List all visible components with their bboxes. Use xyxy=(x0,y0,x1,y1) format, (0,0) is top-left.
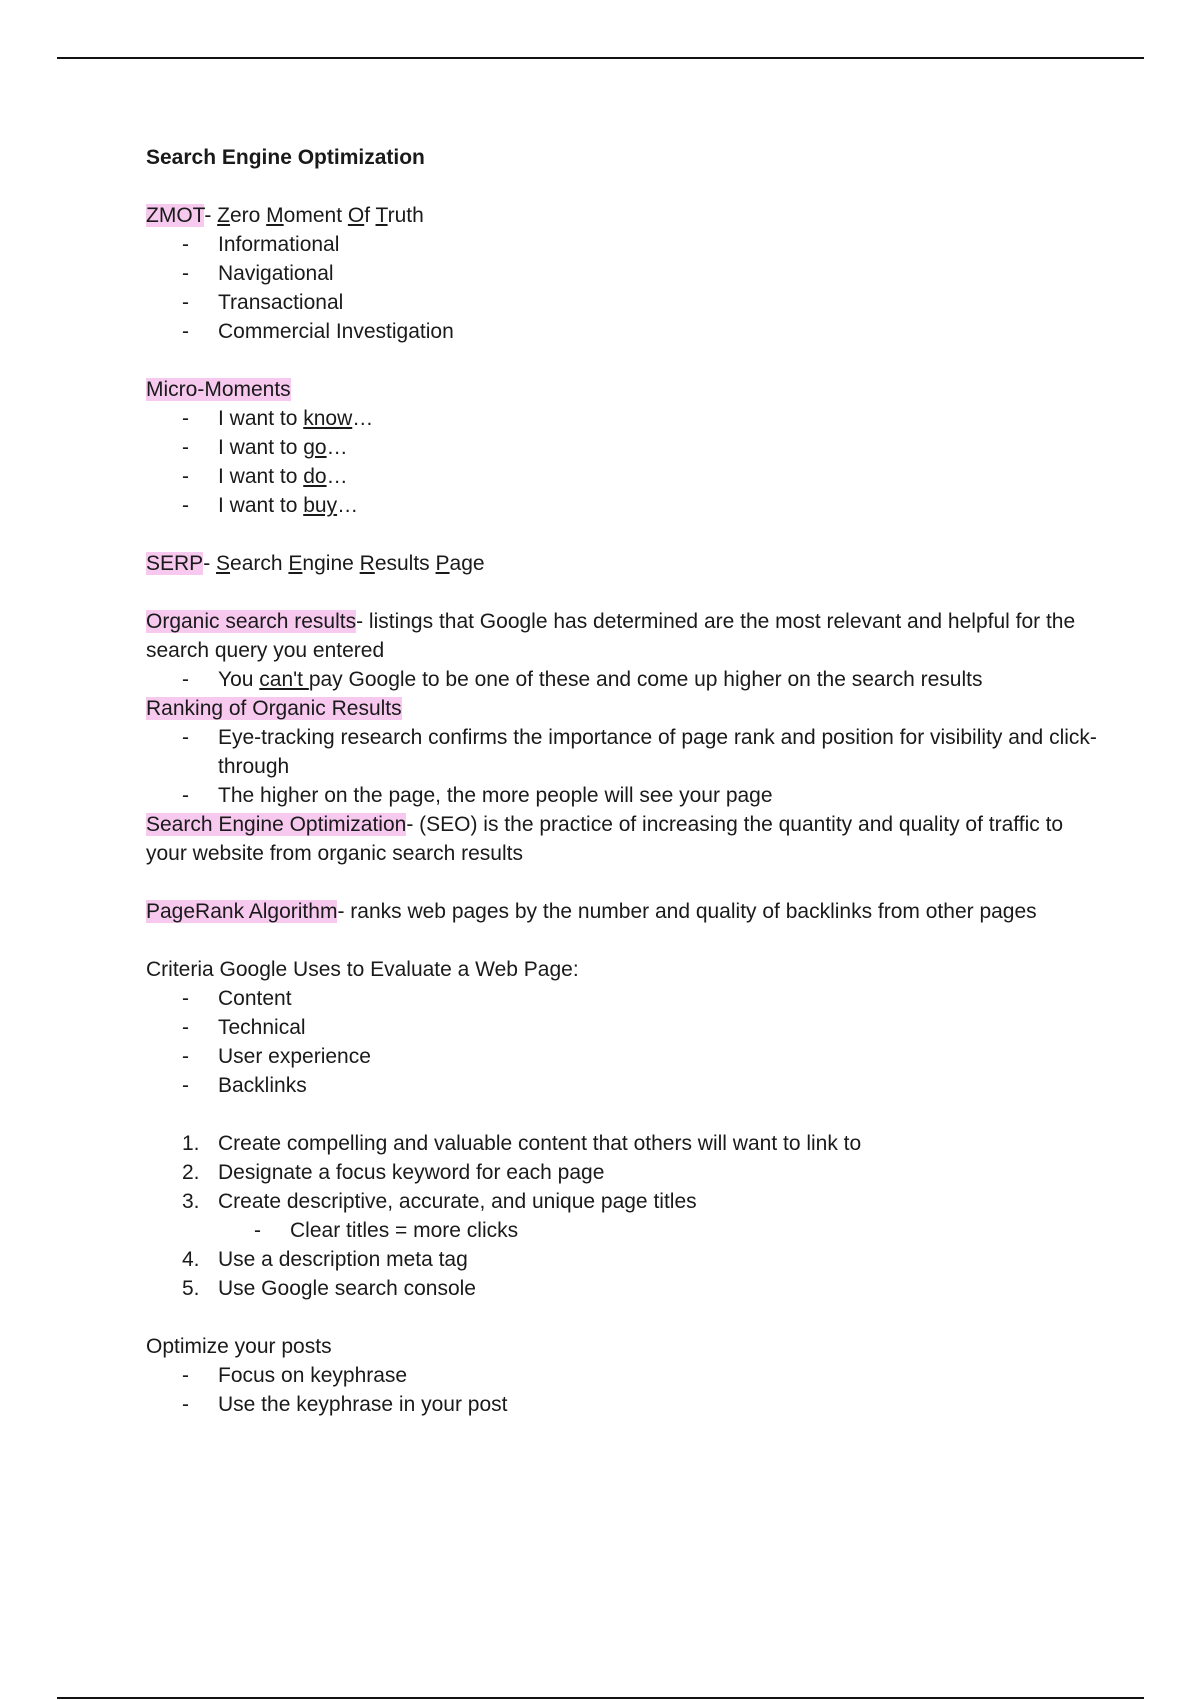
seo-term: Search Engine Optimization xyxy=(146,813,407,836)
micro-moments-heading xyxy=(146,375,1106,404)
list-item: 4. Use a description meta tag xyxy=(182,1248,468,1271)
header-rule xyxy=(57,57,1144,59)
steps-sub-list xyxy=(218,1216,1106,1245)
list-item: - I want to do… xyxy=(182,465,348,488)
optimize-list xyxy=(146,1361,1106,1419)
organic-term: Organic search results xyxy=(146,610,357,633)
page-title: Search Engine Optimization xyxy=(146,146,425,169)
list-item: 1. Create compelling and valuable content that others will want to link to xyxy=(182,1132,862,1155)
serp-term: SERP xyxy=(146,552,204,575)
optimize-heading: Optimize your posts xyxy=(146,1335,332,1358)
criteria-heading: Criteria Google Uses to Evaluate a Web Page: xyxy=(146,958,579,981)
list-item: - I want to go… xyxy=(182,436,348,459)
zmot-definition: ZMOT- Zero Moment Of Truth xyxy=(146,204,424,227)
ranking-heading xyxy=(146,694,1106,723)
list-item: - Backlinks xyxy=(182,1074,307,1097)
criteria-list xyxy=(146,984,1106,1100)
list-item: - Focus on keyphrase xyxy=(182,1364,408,1387)
pagerank-definition: PageRank Algorithm- ranks web pages by the number and quality of backlinks from other pages xyxy=(146,900,1037,923)
list-item: - Informational xyxy=(182,233,340,256)
list-item: - You can't pay Google to be one of these and come up higher on the search results xyxy=(182,668,983,691)
ranking-list xyxy=(146,723,1106,810)
list-item: - Technical xyxy=(182,1016,306,1039)
steps-list xyxy=(146,1129,1106,1303)
list-item: - I want to buy… xyxy=(182,494,359,517)
list-item: - Clear titles = more clicks xyxy=(254,1219,519,1242)
zmot-term: ZMOT xyxy=(146,204,205,227)
document-body xyxy=(146,143,1106,1419)
seo-definition: Search Engine Optimization- (SEO) is the practice of increasing the quantity and quality of traffic to your website from organic search results xyxy=(146,813,1064,865)
organic-definition: Organic search results- listings that Google has determined are the most relevant and helpful for the search query you entered xyxy=(146,610,1076,662)
footer-rule xyxy=(57,1697,1144,1699)
list-item: 2. Designate a focus keyword for each page xyxy=(182,1161,605,1184)
organic-list xyxy=(146,665,1106,694)
list-item: - Commercial Investigation xyxy=(182,320,454,343)
list-item: - Eye-tracking research confirms the importance of page rank and position for visibility and click-through xyxy=(182,726,1097,778)
list-item: - Navigational xyxy=(182,262,334,285)
pagerank-term: PageRank Algorithm xyxy=(146,900,338,923)
list-item: - The higher on the page, the more people will see your page xyxy=(182,784,773,807)
zmot-list xyxy=(146,230,1106,346)
list-item: - I want to know… xyxy=(182,407,374,430)
serp-definition: SERP- Search Engine Results Page xyxy=(146,552,485,575)
list-item: - Use the keyphrase in your post xyxy=(182,1393,508,1416)
list-item: - Content xyxy=(182,987,292,1010)
micro-moments-list xyxy=(146,404,1106,520)
list-item: - User experience xyxy=(182,1045,371,1068)
list-item: 5. Use Google search console xyxy=(182,1277,476,1300)
list-item: 3. Create descriptive, accurate, and unique page titles - Clear titles = more clicks xyxy=(146,1187,1106,1245)
micro-moments-term: Micro-Moments xyxy=(146,378,291,401)
ranking-term: Ranking of Organic Results xyxy=(146,697,402,720)
list-item: - Transactional xyxy=(182,291,344,314)
